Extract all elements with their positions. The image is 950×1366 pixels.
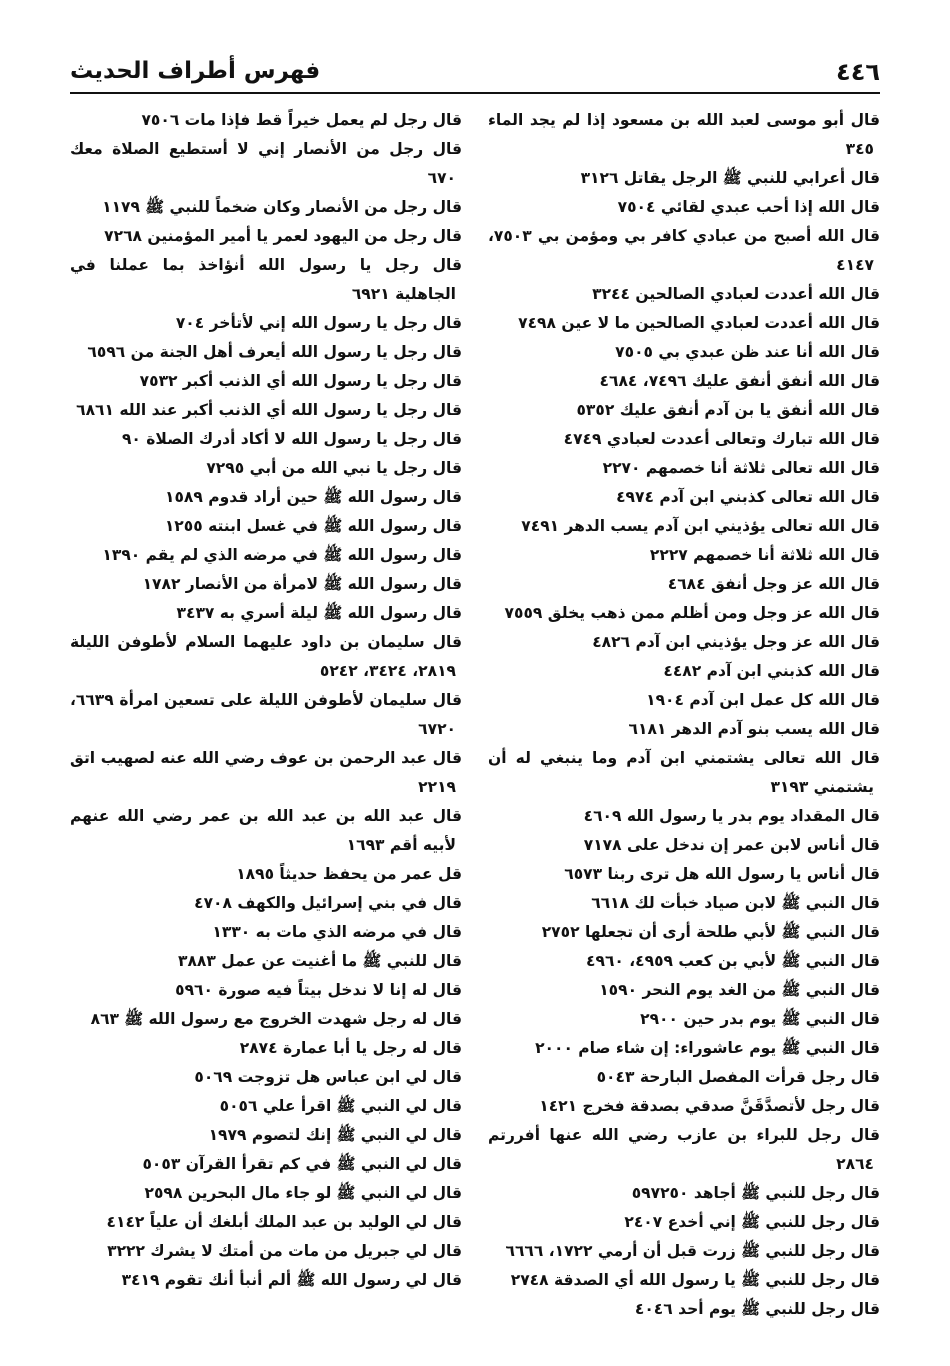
index-entry: قال الله تبارك وتعالى أعددت لعبادي ٤٧٤٩ (563, 430, 880, 448)
index-entry: قال رجل للنبي ﷺ يوم أحد ٤٠٤٦ (634, 1300, 880, 1318)
index-entry: قال له رجل شهدت الخروج مع رسول الله ﷺ ٨٦٣ (90, 1010, 462, 1028)
index-entry: قال للنبي ﷺ ما أغنيت عن عمل ٣٨٨٣ (178, 952, 462, 970)
index-entry: قال رجل يا رسول الله أي الذنب أكبر ٧٥٣٢ (139, 372, 462, 390)
index-entry: قال الله أعددت لعبادي الصالحين ٣٢٤٤ (592, 285, 880, 303)
running-title: فهرس أطراف الحديث (70, 58, 321, 84)
index-entry: قال النبي ﷺ يوم بدر حين ٢٩٠٠ (640, 1010, 880, 1028)
index-entry: قال الله عز وجل أنفق ٤٦٨٤ (667, 575, 880, 593)
index-entry: قال رسول الله ﷺ في مرضه الذي لم يقم ١٣٩٠ (102, 546, 462, 564)
index-entry: قال رجل للنبي ﷺ إني أخدع ٢٤٠٧ (624, 1213, 880, 1231)
index-entry: قال النبي ﷺ من الغد يوم النحر ١٥٩٠ (599, 981, 880, 999)
index-entry: قال لي الوليد بن عبد الملك أبلغك أن علياً ٤١٤٢ (106, 1213, 462, 1231)
index-entry: قال رجل للبراء بن عازب رضي الله عنها أفررتم ٢٨٦٤ (488, 1126, 880, 1173)
index-entry: قل عمر من يحفظ حديثاً ١٨٩٥ (236, 865, 462, 883)
index-entry: قال الله عز وجل يؤذيني ابن آدم ٤٨٢٦ (592, 633, 880, 651)
index-entry: قال في بني إسرائيل والكهف ٤٧٠٨ (194, 894, 462, 912)
index-entry: قال لي جبريل من مات من أمتك لا يشرك ٣٢٢٢ (107, 1242, 462, 1260)
index-entry: قال الله تعالى كذبني ابن آدم ٤٩٧٤ (616, 488, 880, 506)
index-entry: قال رجل يا رسول الله لا أكاد أدرك الصلاة ٩٠ (121, 430, 462, 448)
index-entry: قال الله أعددت لعبادي الصالحين ما لا عين ٧٤٩٨ (518, 314, 880, 332)
index-entry: قال النبي ﷺ لأبي بن كعب ٤٩٥٩، ٤٩٦٠ (586, 952, 880, 970)
index-entry: قال الله أنفق أنفق عليك ٧٤٩٦، ٤٦٨٤ (599, 372, 880, 390)
index-entry: قال المقداد يوم بدر يا رسول الله ٤٦٠٩ (583, 807, 880, 825)
index-entry: قال رجل قرأت المفصل البارحة ٥٠٤٣ (596, 1068, 880, 1086)
right-column (488, 106, 880, 1324)
index-entry: قال له رجل يا أبا عمارة ٢٨٧٤ (239, 1039, 462, 1057)
index-entry: قال الله أصبح من عبادي كافر بي ومؤمن بي ٧٥٠٣، ٤١٤٧ (488, 227, 880, 274)
index-entry: قال الله إذا أحب عبدي لقائي ٧٥٠٤ (617, 198, 880, 216)
index-entry: قال رجل يا رسول الله إني لأتأخر ٧٠٤ (175, 314, 462, 332)
index-entry: قال لي النبي ﷺ في كم تقرأ القرآن ٥٠٥٣ (142, 1155, 462, 1173)
index-entry: قال لي ابن عباس هل تزوجت ٥٠٦٩ (194, 1068, 462, 1086)
page-number: ٤٤٦ (836, 58, 880, 86)
index-entry: قال الله عز وجل ومن أظلم ممن ذهب يخلق ٧٥٥٩ (504, 604, 880, 622)
index-entry: قال النبي ﷺ يوم عاشوراء: إن شاء صام ٢٠٠٠ (535, 1039, 880, 1057)
index-entry: قال رجل يا نبي الله من أبي ٧٢٩٥ (206, 459, 462, 477)
index-page (70, 52, 880, 1332)
index-entry: قال له إنا لا ندخل بيتاً فيه صورة ٥٩٦٠ (175, 981, 462, 999)
index-entry: قال رسول الله ﷺ لامرأة من الأنصار ١٧٨٢ (142, 575, 462, 593)
index-entry: قال سليمان لأطوفن الليلة على تسعين امرأة ٦٦٣٩، ٦٧٢٠ (70, 691, 462, 738)
index-entry: قال عبد الرحمن بن عوف رضي الله عنه لصهيب اتق ٢٢١٩ (70, 749, 462, 796)
index-entry: قال رجل يا رسول الله أنؤاخذ بما عملنا في الجاهلية ٦٩٢١ (70, 256, 462, 303)
index-entry: قال أعرابي للنبي ﷺ الرجل يقاتل ٣١٢٦ (580, 169, 880, 187)
index-entry: قال رجل لأتصدَّقَنَّ صدقي بصدقة فخرج ١٤٢١ (539, 1097, 880, 1115)
index-entry: قال سليمان بن داود عليهما السلام لأطوفن الليلة ٢٨١٩، ٣٤٢٤، ٥٢٤٢ (70, 633, 462, 680)
index-entry: قال الله أنا عند ظن عبدي بي ٧٥٠٥ (615, 343, 880, 361)
index-entry: قال رسول الله ﷺ في غسل ابنته ١٢٥٥ (164, 517, 462, 535)
index-entry: قال رجل من اليهود لعمر يا أمير المؤمنين ٧٢٦٨ (104, 227, 462, 245)
index-entry: قال النبي ﷺ لابن صياد خبأت لك ٦٦١٨ (591, 894, 880, 912)
index-entry: قال الله تعالى ثلاثة أنا خصمهم ٢٢٧٠ (602, 459, 880, 477)
index-entry: قال رجل من الأنصار وكان ضخماً للنبي ﷺ ١١٧٩ (102, 198, 462, 216)
index-entry: قال رجل من الأنصار إني لا أستطيع الصلاة معك ٦٧٠ (70, 140, 462, 187)
left-column (70, 106, 462, 1324)
index-entry: قال أناس لابن عمر إن ندخل على ٧١٧٨ (583, 836, 880, 854)
index-entry: قال أبو موسى لعبد الله بن مسعود إذا لم يجد الماء ٣٤٥ (488, 111, 880, 158)
index-columns (70, 106, 880, 1324)
index-entry: قال الله أنفق يا بن آدم أنفق عليك ٥٣٥٢ (576, 401, 880, 419)
index-entry: قال رسول الله ﷺ حين أراد قدوم ١٥٨٩ (165, 488, 462, 506)
index-entry: قال النبي ﷺ لأبي طلحة أرى أن تجعلها ٢٧٥٢ (541, 923, 880, 941)
index-entry: قال لي النبي ﷺ لو جاء مال البحرين ٢٥٩٨ (144, 1184, 462, 1202)
index-entry: قال رجل لم يعمل خيراً قط فإذا مات ٧٥٠٦ (141, 111, 462, 129)
index-entry: قال الله تعالى يؤذيني ابن آدم يسب الدهر ٧٤٩١ (521, 517, 880, 535)
index-entry: قال رجل يا رسول الله أيعرف أهل الجنة من ٦٥٩٦ (87, 343, 462, 361)
index-entry: قال الله كذبني ابن آدم ٤٤٨٢ (663, 662, 880, 680)
index-entry: قال عبد الله بن عبد الله بن عمر رضي الله عنهم لأبيه أقم ١٦٩٣ (70, 807, 462, 854)
index-entry: قال رجل للنبي ﷺ أجاهد ٥٩٧٢٥٠ (631, 1184, 880, 1202)
index-entry: قال الله ثلاثة أنا خصمهم ٢٢٢٧ (649, 546, 880, 564)
index-entry: قال في مرضه الذي مات به ١٣٣٠ (212, 923, 462, 941)
page-header (70, 52, 880, 94)
index-entry: قال رجل للنبي ﷺ يا رسول الله أي الصدقة ٢٧٤٨ (510, 1271, 880, 1289)
index-entry: قال أناس يا رسول الله هل ترى ربنا ٦٥٧٣ (564, 865, 880, 883)
index-entry: قال لي النبي ﷺ إنك لتصوم ١٩٧٩ (208, 1126, 462, 1144)
index-entry: قال رجل يا رسول الله أي الذنب أكبر عند الله ٦٨٦١ (76, 401, 462, 419)
index-entry: قال رسول الله ﷺ ليلة أسري به ٣٤٣٧ (176, 604, 462, 622)
index-entry: قال الله يسب بنو آدم الدهر ٦١٨١ (628, 720, 880, 738)
index-entry: قال لي رسول الله ﷺ ألم أنبأ أنك تقوم ٣٤١٩ (121, 1271, 462, 1289)
index-entry: قال رجل للنبي ﷺ زرت قبل أن أرمي ١٧٢٢، ٦٦٦٦ (505, 1242, 880, 1260)
index-entry: قال لي النبي ﷺ اقرأ علي ٥٠٥٦ (219, 1097, 462, 1115)
index-entry: قال الله تعالى يشتمني ابن آدم وما ينبغي له أن يشتمني ٣١٩٣ (488, 749, 880, 796)
index-entry: قال الله كل عمل ابن آدم ١٩٠٤ (646, 691, 880, 709)
